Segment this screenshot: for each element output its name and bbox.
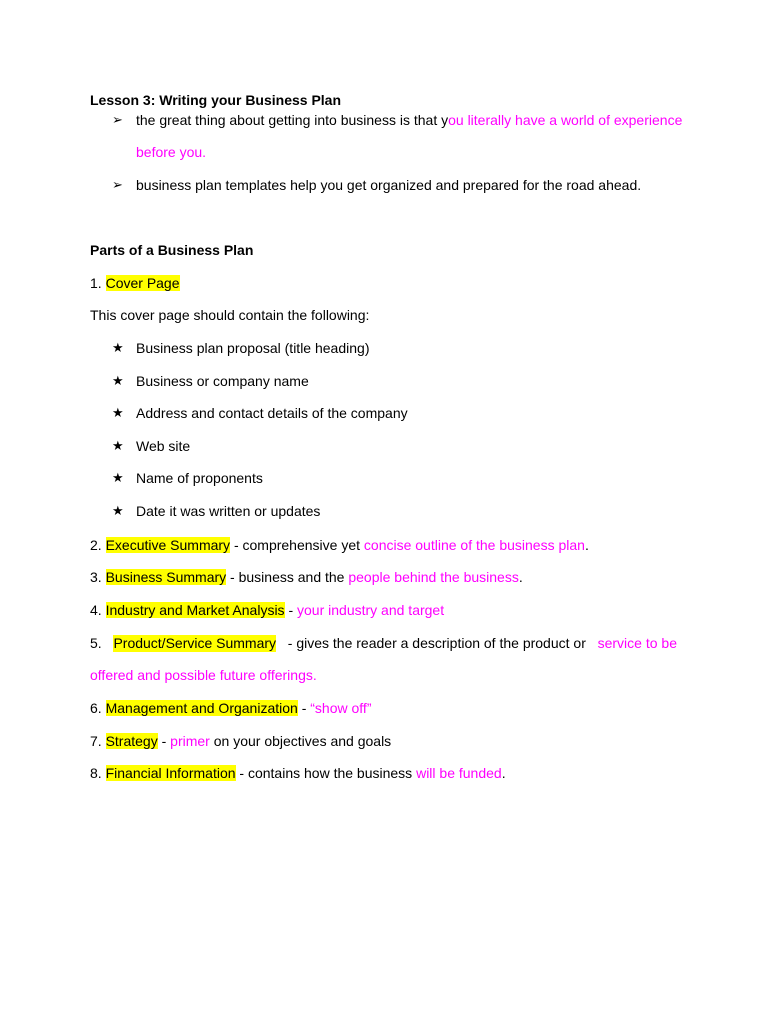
cover-item: Business or company name — [136, 373, 309, 389]
arrow-bullet-icon: ➢ — [112, 178, 123, 193]
list-item-management — [90, 700, 371, 717]
bullet-text-continuation: before you. — [136, 144, 207, 160]
item-label-highlighted: Strategy — [105, 733, 158, 749]
item-text: - comprehensive yet — [230, 537, 364, 553]
item-text-pink: “show off” — [310, 700, 372, 716]
item-end: . — [518, 569, 523, 585]
star-bullet-icon: ★ — [112, 471, 124, 486]
item-text-pink: concise outline of the business plan — [363, 537, 585, 553]
cover-item: Name of proponents — [136, 470, 263, 486]
cover-intro: This cover page should contain the following: — [90, 307, 370, 323]
list-item-strategy — [90, 733, 391, 750]
item-label-highlighted: Cover Page — [105, 275, 180, 291]
cover-item: Date it was written or updates — [136, 503, 321, 519]
item-text-pink: primer — [170, 733, 210, 749]
star-bullet-icon: ★ — [112, 374, 124, 389]
list-item-industry-analysis — [90, 602, 444, 619]
item-label-highlighted: Financial Information — [105, 765, 236, 781]
item-label-highlighted: Industry and Market Analysis — [105, 602, 285, 618]
item-number: 6. — [90, 700, 106, 716]
star-bullet-icon: ★ — [112, 504, 124, 519]
item-text: - — [297, 700, 311, 716]
star-bullet-icon: ★ — [112, 439, 124, 454]
item-text: - gives the reader a description of the product or — [287, 635, 586, 651]
item-text: - — [284, 602, 298, 618]
item-label-highlighted: Business Summary — [105, 569, 227, 585]
item-text-pink-continuation: offered and possible future offerings. — [90, 667, 317, 683]
list-item-financial-information — [90, 765, 506, 782]
lesson-title: Lesson 3: Writing your Business Plan — [90, 92, 342, 108]
bullet-text-pink: ou literally have a world of experience — [448, 112, 683, 128]
parts-heading: Parts of a Business Plan — [90, 242, 254, 258]
list-item-cover-page — [90, 275, 180, 292]
cover-item: Web site — [136, 438, 191, 454]
cover-item: Business plan proposal (title heading) — [136, 340, 370, 356]
item-text: - business and the — [226, 569, 349, 585]
item-number: 7. — [90, 733, 106, 749]
item-number: 4. — [90, 602, 106, 618]
bullet-text — [136, 112, 682, 129]
cover-item: Address and contact details of the company — [136, 405, 408, 421]
item-text-pink: people behind the business — [348, 569, 519, 585]
item-text: - — [157, 733, 171, 749]
item-number: 1. — [90, 275, 106, 291]
item-end: . — [584, 537, 589, 553]
bullet-text-plain: the great thing about getting into business is that y — [136, 112, 449, 128]
item-text: - contains how the business — [235, 765, 417, 781]
item-label-highlighted: Management and Organization — [105, 700, 298, 716]
item-text-pink: will be funded — [416, 765, 502, 781]
item-number: 3. — [90, 569, 106, 585]
star-bullet-icon: ★ — [112, 406, 124, 421]
item-text-tail: on your objectives and goals — [209, 733, 392, 749]
list-item-executive-summary — [90, 537, 589, 554]
list-item-product-service-summary — [90, 635, 677, 652]
item-number: 2. — [90, 537, 106, 553]
star-bullet-icon: ★ — [112, 341, 124, 356]
bullet-text: business plan templates help you get organized and prepared for the road ahead. — [136, 177, 642, 193]
item-number: 5. — [90, 635, 102, 651]
item-label-highlighted: Product/Service Summary — [113, 635, 277, 651]
list-item-business-summary — [90, 569, 523, 586]
item-text-pink: service to be — [597, 635, 677, 651]
item-text-pink: your industry and target — [297, 602, 445, 618]
arrow-bullet-icon: ➢ — [112, 113, 123, 128]
item-end: . — [501, 765, 506, 781]
item-number: 8. — [90, 765, 106, 781]
item-label-highlighted: Executive Summary — [105, 537, 231, 553]
